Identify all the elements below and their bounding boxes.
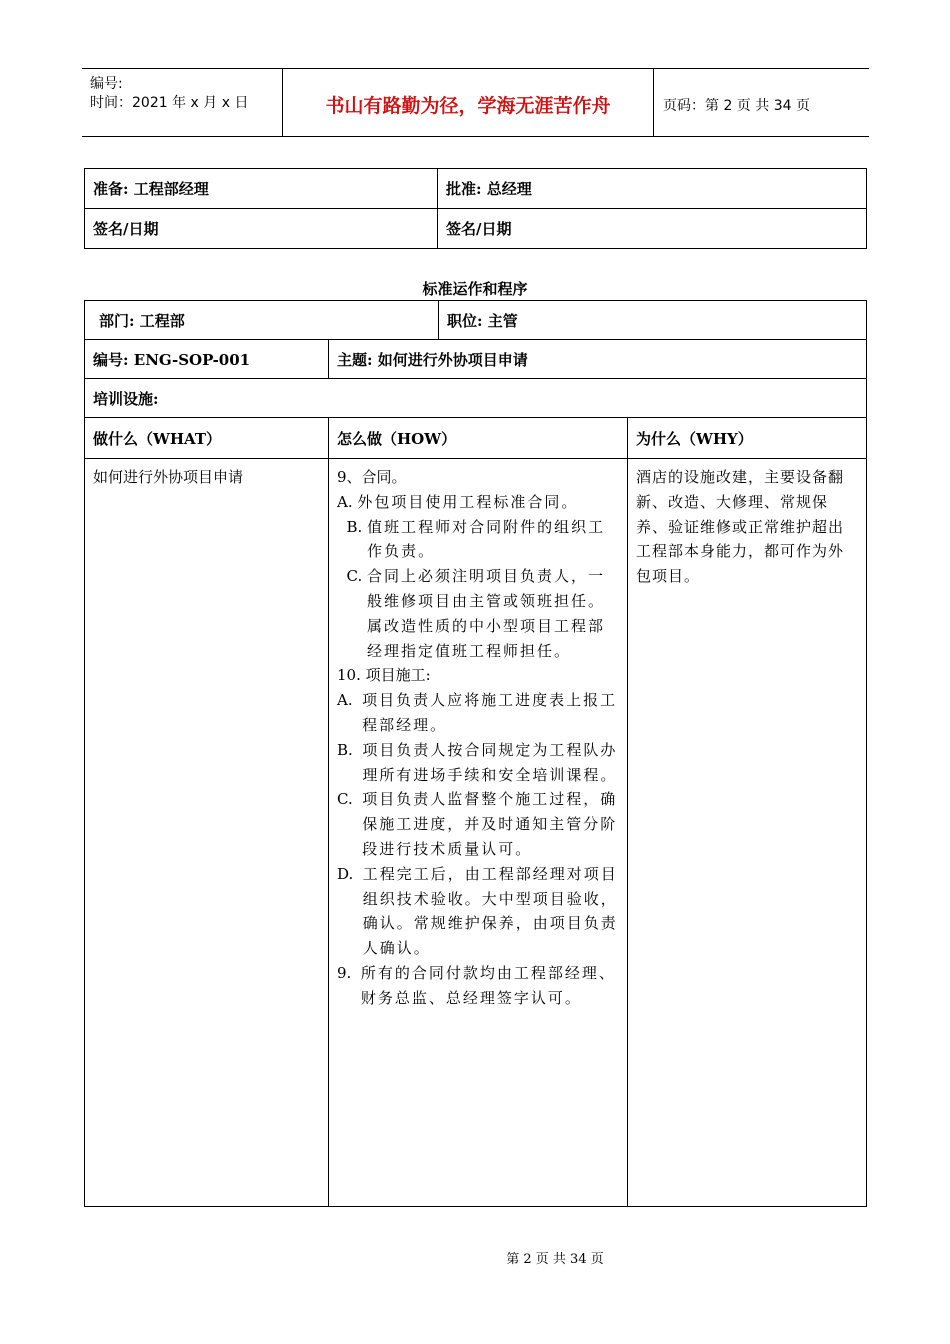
how-item: B. 值班工程师对合同附件的组织工作负责。 — [337, 517, 606, 561]
sop-table — [84, 300, 867, 1207]
how-item: 10. 项目施工: — [337, 666, 431, 685]
column-why: 为什么（WHY） — [628, 418, 867, 459]
approval-table — [84, 168, 867, 249]
page-footer: 第 2 页 共 34 页 — [506, 1252, 604, 1267]
page-header — [82, 68, 869, 137]
why-text: 酒店的设施改建，主要设备翻新、改造、大修理、常规保养、验证维修或正常维护超出工程部本身能力，都可作为外包项目。 — [636, 468, 845, 586]
what-text: 如何进行外协项目申请 — [93, 468, 244, 486]
motto: 书山有路勤为径，学海无涯苦作舟 — [325, 95, 611, 117]
how-item: A. 项目负责人应将施工进度表上报工程部经理。 — [337, 691, 618, 734]
why-cell — [628, 459, 867, 1207]
header-meta — [82, 69, 282, 136]
sop-code: 编号: ENG-SOP-001 — [85, 340, 329, 379]
how-item: C. 项目负责人监督整个施工过程，确保施工进度，并及时通知主管分阶段进行技术质量认可。 — [337, 790, 618, 858]
position: 职位: 主管 — [439, 301, 867, 340]
how-cell — [329, 459, 628, 1207]
how-item: C. 合同上必须注明项目负责人，一般维修项目由主管或领班担任。属改造性质的中小型项目工程部经理指定值班工程师担任。 — [337, 567, 606, 660]
number-label: 编号: — [90, 76, 123, 92]
sop-subject: 主题: 如何进行外协项目申请 — [329, 340, 867, 379]
what-cell — [85, 459, 329, 1207]
column-how: 怎么做（HOW） — [329, 418, 628, 459]
sign-date-right: 签名/日期 — [438, 209, 867, 249]
document-title: 标准运作和程序 — [422, 280, 528, 298]
how-item: D. 工程完工后，由工程部经理对项目组织技术验收。大中型项目验收，确认。常规维护保养，由项目负责人确认。 — [337, 864, 618, 958]
department: 部门: 工程部 — [85, 301, 439, 340]
time-label: 时间：2021 年 x 月 x 日 — [90, 95, 249, 111]
column-what: 做什么（WHAT） — [85, 418, 329, 459]
header-page-cell — [653, 69, 869, 136]
how-item: A. 外包项目使用工程标准合同。 — [337, 492, 579, 511]
how-item: 9、合同。 — [337, 468, 407, 486]
page-info: 页码：第 2 页 共 34 页 — [663, 98, 810, 114]
prepared-by: 准备: 工程部经理 — [85, 169, 438, 209]
how-item: 9. 所有的合同付款均由工程部经理、财务总监、总经理签字认可。 — [337, 963, 616, 1007]
training-facilities: 培训设施: — [85, 379, 867, 418]
how-item: B. 项目负责人按合同规定为工程队办理所有进场手续和安全培训课程。 — [337, 740, 618, 784]
sign-date-left: 签名/日期 — [85, 209, 438, 249]
approved-by: 批准: 总经理 — [438, 169, 867, 209]
header-motto-cell — [282, 69, 654, 136]
